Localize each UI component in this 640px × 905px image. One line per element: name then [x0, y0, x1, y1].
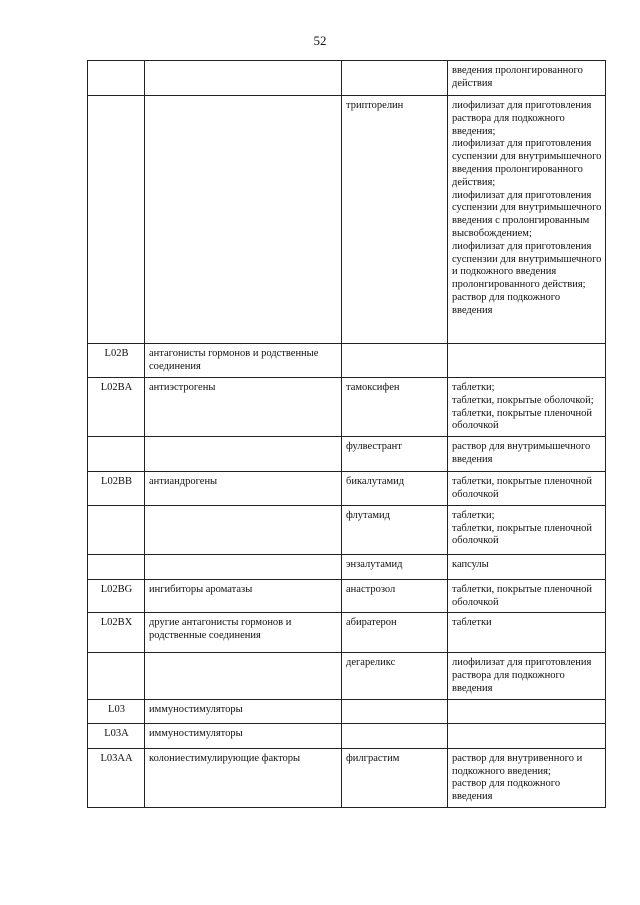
drug-name-cell: энзалутамид — [342, 554, 448, 579]
atc-code-cell: L03 — [88, 699, 145, 723]
table-row — [88, 61, 606, 96]
table-row — [88, 613, 606, 653]
atc-code-cell — [88, 61, 145, 96]
dosage-form-line: раствор для подкожного введения — [452, 291, 561, 316]
dosage-form-line: введения пролонгированного действия — [452, 65, 583, 89]
atc-code-cell — [88, 653, 145, 699]
pharmacological-group-cell: иммуностимуляторы — [145, 699, 342, 723]
pharmacological-group-cell — [145, 96, 342, 344]
dosage-form-line: лиофилизат для приготовления раствора для подкожного введения; — [452, 100, 592, 137]
atc-code-cell: L02BB — [88, 472, 145, 506]
drug-name-cell — [342, 699, 448, 723]
table-row — [88, 579, 606, 613]
pharmacological-group-cell — [145, 653, 342, 699]
drug-name-cell: бикалутамид — [342, 472, 448, 506]
dosage-form-cell — [448, 378, 606, 437]
dosage-form-line: таблетки, покрытые пленочной оболочкой — [452, 583, 593, 608]
pharmacological-group-cell: антиандрогены — [145, 472, 342, 506]
dosage-form-line: раствор для подкожного введения — [452, 778, 561, 803]
drug-name-cell — [342, 61, 448, 96]
atc-code-cell — [88, 96, 145, 344]
dosage-form-cell — [448, 699, 606, 723]
dosage-form-line: таблетки; — [452, 509, 495, 521]
drug-name-cell: флутамид — [342, 505, 448, 554]
dosage-form-line: капсулы — [452, 558, 489, 570]
drug-name-cell: анастрозол — [342, 579, 448, 613]
drug-name-cell: фулвестрант — [342, 437, 448, 472]
dosage-form-cell — [448, 96, 606, 344]
table-body — [88, 61, 606, 808]
drug-table — [87, 60, 606, 808]
dosage-form-line: лиофилизат для приготовления раствора для подкожного введения — [452, 657, 592, 694]
table-row — [88, 699, 606, 723]
dosage-form-cell — [448, 554, 606, 579]
dosage-form-cell — [448, 437, 606, 472]
pharmacological-group-cell: ингибиторы ароматазы — [145, 579, 342, 613]
dosage-form-line: лиофилизат для приготовления суспензии для внутримышечного введения с пролонгированным высвобождением; — [452, 189, 602, 239]
table-row — [88, 437, 606, 472]
dosage-form-line: таблетки — [452, 617, 492, 629]
dosage-form-cell — [448, 613, 606, 653]
dosage-form-cell — [448, 505, 606, 554]
drug-name-cell: трипторелин — [342, 96, 448, 344]
drug-name-cell: дегареликс — [342, 653, 448, 699]
drug-name-cell — [342, 723, 448, 748]
dosage-form-line: таблетки; — [452, 382, 495, 393]
dosage-form-cell — [448, 344, 606, 378]
drug-name-cell: абиратерон — [342, 613, 448, 653]
atc-code-cell: L02B — [88, 344, 145, 378]
table-row — [88, 653, 606, 699]
dosage-form-line: лиофилизат для приготовления суспензии для внутримышечного и подкожного введения пролонгированного действия; — [452, 240, 602, 291]
dosage-form-line: таблетки, покрытые пленочной оболочкой — [452, 476, 593, 500]
pharmacological-group-cell: колониестимулирующие факторы — [145, 748, 342, 807]
atc-code-cell — [88, 437, 145, 472]
atc-code-cell: L03AA — [88, 748, 145, 807]
dosage-form-cell — [448, 723, 606, 748]
dosage-form-cell — [448, 61, 606, 96]
table-row — [88, 344, 606, 378]
pharmacological-group-cell — [145, 505, 342, 554]
dosage-form-line: таблетки, покрытые пленочной оболочкой — [452, 522, 593, 547]
pharmacological-group-cell — [145, 437, 342, 472]
pharmacological-group-cell — [145, 61, 342, 96]
dosage-form-cell — [448, 748, 606, 807]
atc-code-cell: L02BG — [88, 579, 145, 613]
drug-name-cell: филграстим — [342, 748, 448, 807]
table-row — [88, 96, 606, 344]
atc-code-cell: L03A — [88, 723, 145, 748]
table-row — [88, 723, 606, 748]
pharmacological-group-cell: антиэстрогены — [145, 378, 342, 437]
dosage-form-cell — [448, 472, 606, 506]
dosage-form-cell — [448, 653, 606, 699]
pharmacological-group-cell: другие антагонисты гормонов и родственные соединения — [145, 613, 342, 653]
dosage-form-line: раствор для внутримышечного введения — [452, 441, 591, 465]
table-row — [88, 472, 606, 506]
atc-code-cell: L02BA — [88, 378, 145, 437]
dosage-form-line: раствор для внутривенного и подкожного введения; — [452, 752, 583, 777]
drug-name-cell: тамоксифен — [342, 378, 448, 437]
dosage-form-line: лиофилизат для приготовления суспензии для внутримышечного введения пролонгированного действия; — [452, 138, 602, 188]
table-row — [88, 378, 606, 437]
dosage-form-line: таблетки, покрытые оболочкой; — [452, 394, 594, 406]
table-row — [88, 748, 606, 807]
pharmacological-group-cell: антагонисты гормонов и родственные соединения — [145, 344, 342, 378]
table-row — [88, 505, 606, 554]
pharmacological-group-cell — [145, 554, 342, 579]
atc-code-cell — [88, 554, 145, 579]
table-row — [88, 554, 606, 579]
dosage-form-line: таблетки, покрытые пленочной оболочкой — [452, 407, 593, 432]
drug-name-cell — [342, 344, 448, 378]
atc-code-cell — [88, 505, 145, 554]
dosage-form-cell — [448, 579, 606, 613]
atc-code-cell: L02BX — [88, 613, 145, 653]
pharmacological-group-cell: иммуностимуляторы — [145, 723, 342, 748]
page-number: 52 — [313, 33, 327, 48]
